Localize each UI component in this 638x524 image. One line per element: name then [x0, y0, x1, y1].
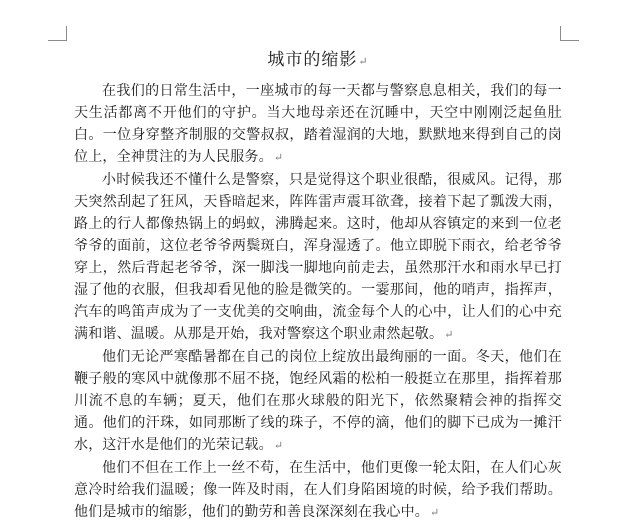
top-right-margin-mark — [560, 26, 579, 41]
paragraph-mark: ↵ — [273, 439, 284, 452]
paragraph: 小时候我还不懂什么是警察，只是觉得这个职业很酷，很威风。记得，那天突然刮起了狂风，天昏暗起来，阵阵雷声震耳欲聋，接着下起了瓢泼大雨，路上的行人都像热锅上的蚂蚁，沸腾起来。这时，他却从容镇定的来到一位老爷爷的面前，这位老爷爷两鬓斑白，浑身湿透了。他立即脱下雨衣，给老爷爷穿上，然后背起老爷爷，深一脚浅一脚地向前走去，虽然那汗水和雨水早已打湿了他的衣服，但我却看见他的脸是微笑的。一霎那间，他的哨声，指挥声，汽车的鸣笛声成为了一支优美的交响曲，流金每个人的心中，让人们的心中充满和谐、温暖。从那是开始，我对警察这个职业肃然起敬。↵ — [74, 172, 562, 342]
paragraph: 在我们的日常生活中，一座城市的每一天都与警察息息相关，我们的每一天生活都离不开他们的守护。当大地母亲还在沉睡中，天空中刚刚泛起鱼肚白。一位身穿整齐制服的交警叔叔，踏着湿润的大地，默默地来得到自己的岗位上，全神贯注的为人民服务。↵ — [74, 83, 562, 165]
paragraph-mark: ↵ — [358, 55, 369, 68]
top-left-margin-mark — [48, 26, 67, 41]
paragraph-mark: ↵ — [430, 506, 440, 519]
document-body[interactable] — [74, 48, 562, 524]
paragraph: 他们不但在工作上一丝不苟，在生活中，他们更像一轮太阳，在人们心灰意冷时给我们温暖；像一阵及时雨，在人们身陷困境的时候，给予我们帮助。他们是城市的缩影，他们的勤劳和善良深深刻在我心中。↵ — [74, 460, 562, 520]
document-title: 城市的缩影↵ — [267, 50, 369, 70]
paragraph-mark: ↵ — [444, 328, 454, 341]
paragraph-mark: ↵ — [273, 151, 284, 164]
paragraph: 他们无论严寒酷暑都在自己的岗位上绽放出最绚丽的一面。冬天，他们在鞭子般的寒风中就像那不屈不挠，饱经风霜的松柏一般挺立在那里，指挥着那川流不息的车辆；夏天，他们在那火球般的阳光下，依然聚精会神的指挥交通。他们的汗珠，如同那断了线的珠子，不停的滴，他们的脚下已成为一摊汗水，这汗水是他们的光荣记载。↵ — [74, 349, 562, 453]
